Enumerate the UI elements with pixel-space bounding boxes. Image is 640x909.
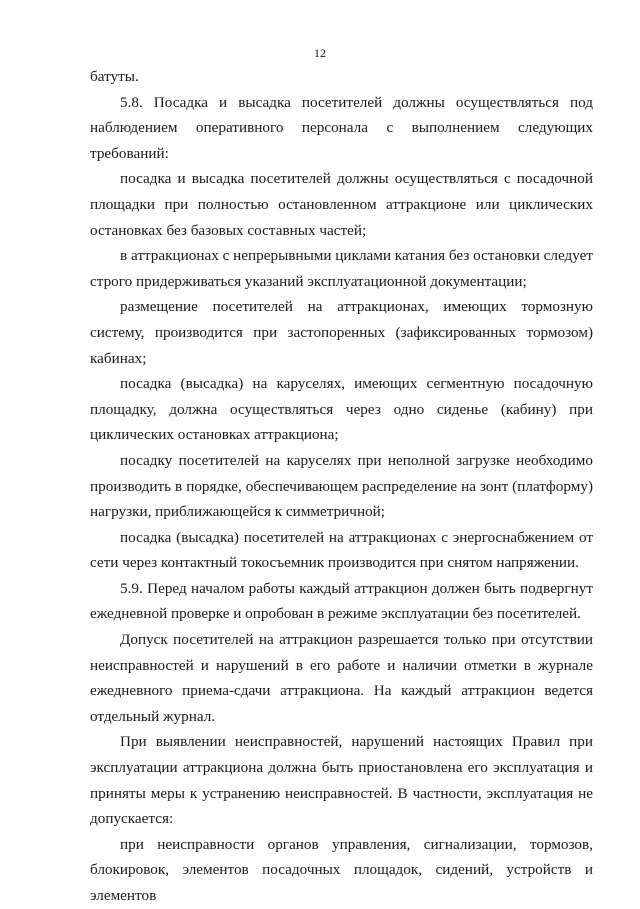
paragraph-brake-system: размещение посетителей на аттракционах, имеющих тормозную систему, производится при застопоренных (зафиксированных тормозом) кабинах; bbox=[90, 298, 593, 367]
page-number: 12 bbox=[314, 46, 326, 60]
paragraph-5-8: 5.8. Посадка и высадка посетителей должны осуществляться под наблюдением оперативного персонала с выполнением следующих требований: bbox=[90, 93, 593, 162]
paragraph-boarding-platform: посадка и высадка посетителей должны осуществляться с посадочной площадки при полностью остановленном аттракционе или циклических остановках без базовых составных частей; bbox=[90, 170, 593, 239]
paragraph-5-9: 5.9. Перед началом работы каждый аттракцион должен быть подвергнут ежедневной проверке и опробован в режиме эксплуатации без посетителей. bbox=[90, 579, 593, 623]
paragraph-controls-malfunction: при неисправности органов управления, сигнализации, тормозов, блокировок, элементов посадочных площадок, сидений, устройств и элементов bbox=[90, 835, 593, 904]
paragraph-carousel-segment: посадка (высадка) на каруселях, имеющих сегментную посадочную площадку, должна осуществляться через одно сиденье (кабину) при циклических остановках аттракциона; bbox=[90, 375, 593, 444]
paragraph-admission: Допуск посетителей на аттракцион разрешается только при отсутствии неисправностей и нарушений в его работе и наличии отметки в журнале ежедневного приема-сдачи аттракциона. На каждый аттракцион ведется отдельный журнал. bbox=[90, 631, 593, 725]
paragraph-continuous-cycles: в аттракционах с непрерывными циклами катания без остановки следует строго придерживаться указаний эксплуатационной документации; bbox=[90, 247, 593, 290]
paragraph-continuation: батуты. bbox=[90, 68, 139, 85]
document-body bbox=[90, 64, 593, 909]
paragraph-malfunctions: При выявлении неисправностей, нарушений настоящих Правил при эксплуатации аттракциона должна быть приостановлена его эксплуатация и приняты меры к устранению неисправностей. В частности, эксплуатация не допускается: bbox=[90, 733, 593, 828]
paragraph-power-supply: посадка (высадка) посетителей на аттракционах с энергоснабжением от сети через контактный токосъемник производится при снятом напряжении. bbox=[90, 528, 593, 572]
paragraph-partial-load: посадку посетителей на каруселях при неполной загрузке необходимо производить в порядке, обеспечивающем распределение на зонт (платформу) нагрузки, приближающейся к симметричной; bbox=[90, 451, 593, 521]
